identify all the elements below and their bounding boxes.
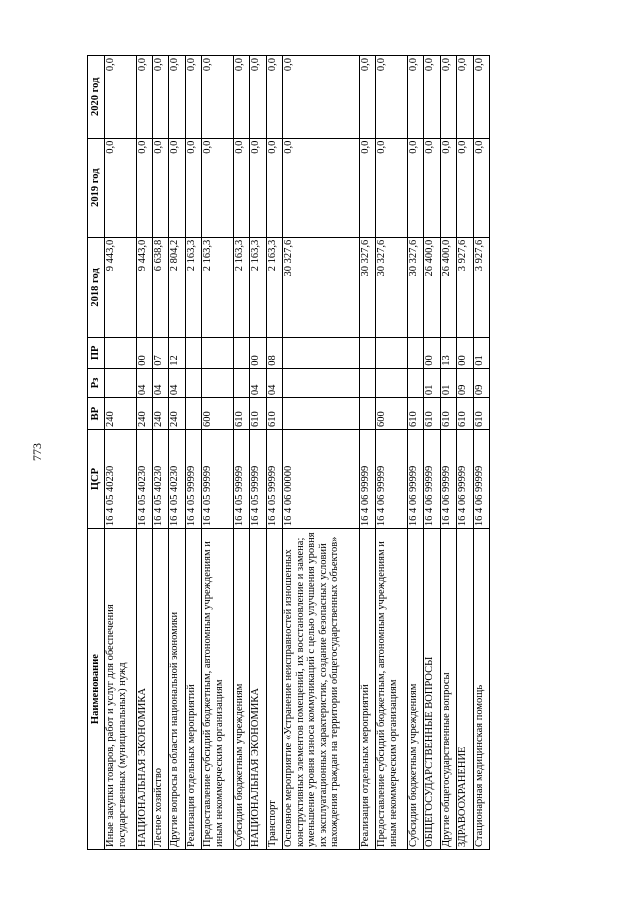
page-number: 773 <box>30 443 44 461</box>
cell-name: ОБЩЕГОСУДАРСТВЕННЫЕ ВОПРОСЫ <box>424 529 440 850</box>
cell-2020: 0,0 <box>202 56 234 139</box>
cell-2019: 0,0 <box>250 138 266 237</box>
cell-2018: 9 443,0 <box>136 237 152 337</box>
cell-2018: 2 163,3 <box>233 237 249 337</box>
cell-2020: 0,0 <box>185 56 201 139</box>
cell-rz: 04 <box>169 368 185 397</box>
cell-2020: 0,0 <box>152 56 168 139</box>
cell-csr: 16 4 06 99999 <box>440 430 456 529</box>
cell-name: Другие вопросы в области национальной экономики <box>169 529 185 850</box>
table-row <box>407 56 423 850</box>
cell-2020: 0,0 <box>169 56 185 139</box>
cell-2020: 0,0 <box>233 56 249 139</box>
cell-pr: 01 <box>473 338 489 369</box>
cell-2019: 0,0 <box>407 138 423 237</box>
cell-csr: 16 4 05 99999 <box>266 430 282 529</box>
cell-2019: 0,0 <box>376 138 408 237</box>
cell-pr: 13 <box>440 338 456 369</box>
cell-pr: 00 <box>457 338 473 369</box>
cell-pr: 00 <box>250 338 266 369</box>
cell-pr <box>407 338 423 369</box>
table-row <box>152 56 168 850</box>
cell-vr: 600 <box>376 398 408 430</box>
column-header-vr: ВР <box>88 398 105 430</box>
cell-rz: 04 <box>152 368 168 397</box>
cell-vr: 610 <box>457 398 473 430</box>
table-header-row <box>88 56 105 850</box>
cell-2019: 0,0 <box>152 138 168 237</box>
table-row <box>473 56 489 850</box>
cell-2020: 0,0 <box>407 56 423 139</box>
cell-pr <box>376 338 408 369</box>
cell-2018: 2 163,3 <box>202 237 234 337</box>
cell-rz: 04 <box>266 368 282 397</box>
cell-vr: 610 <box>473 398 489 430</box>
cell-name: Реализация отдельных мероприятий <box>185 529 201 850</box>
table-body <box>105 56 490 850</box>
cell-rz <box>185 368 201 397</box>
cell-vr: 240 <box>169 398 185 430</box>
table-row <box>376 56 408 850</box>
table-row <box>233 56 249 850</box>
cell-pr: 12 <box>169 338 185 369</box>
cell-name: Транспорт <box>266 529 282 850</box>
cell-2020: 0,0 <box>105 56 137 139</box>
cell-rz <box>359 368 375 397</box>
cell-2020: 0,0 <box>473 56 489 139</box>
cell-rz <box>283 368 360 397</box>
cell-name: Основное мероприятие «Устранение неисправностей изношенных конструктивных элементов помещений, их восстановление и замена; уменьшение уровня износа коммуникаций с целью улучшения уровня их эксплуатационных характеристик, создание безопасных условий нахождения граждан на территории общегосударственных объектов» <box>283 529 360 850</box>
cell-csr: 16 4 05 99999 <box>202 430 234 529</box>
cell-2018: 2 163,3 <box>185 237 201 337</box>
cell-csr: 16 4 06 99999 <box>473 430 489 529</box>
cell-rz <box>376 368 408 397</box>
cell-csr: 16 4 05 99999 <box>250 430 266 529</box>
cell-csr: 16 4 05 40230 <box>105 430 137 529</box>
cell-rz <box>233 368 249 397</box>
cell-pr: 07 <box>152 338 168 369</box>
cell-vr: 610 <box>440 398 456 430</box>
cell-vr: 610 <box>407 398 423 430</box>
cell-2019: 0,0 <box>202 138 234 237</box>
cell-2018: 2 163,3 <box>250 237 266 337</box>
cell-csr: 16 4 06 99999 <box>376 430 408 529</box>
cell-csr: 16 4 05 40230 <box>152 430 168 529</box>
cell-2020: 0,0 <box>250 56 266 139</box>
table-row <box>185 56 201 850</box>
cell-2018: 2 163,3 <box>266 237 282 337</box>
cell-2019: 0,0 <box>169 138 185 237</box>
cell-pr <box>283 338 360 369</box>
cell-2019: 0,0 <box>283 138 360 237</box>
cell-2020: 0,0 <box>283 56 360 139</box>
cell-2020: 0,0 <box>136 56 152 139</box>
cell-rz: 04 <box>136 368 152 397</box>
cell-csr: 16 4 06 99999 <box>407 430 423 529</box>
table-row <box>457 56 473 850</box>
table-row <box>202 56 234 850</box>
table-row <box>359 56 375 850</box>
cell-name: Стационарная медицинская помощь <box>473 529 489 850</box>
cell-name: Лесное хозяйство <box>152 529 168 850</box>
table-row <box>424 56 440 850</box>
cell-2019: 0,0 <box>424 138 440 237</box>
column-header-pr: ПР <box>88 338 105 369</box>
cell-name: Субсидии бюджетным учреждениям <box>407 529 423 850</box>
cell-csr: 16 4 05 40230 <box>169 430 185 529</box>
cell-2018: 26 400,0 <box>424 237 440 337</box>
cell-name: НАЦИОНАЛЬНАЯ ЭКОНОМИКА <box>136 529 152 850</box>
cell-vr: 610 <box>424 398 440 430</box>
rotated-table-container <box>87 55 490 850</box>
table-row <box>169 56 185 850</box>
cell-vr: 610 <box>266 398 282 430</box>
cell-name: НАЦИОНАЛЬНАЯ ЭКОНОМИКА <box>250 529 266 850</box>
cell-csr: 16 4 06 99999 <box>359 430 375 529</box>
cell-2019: 0,0 <box>359 138 375 237</box>
cell-rz <box>105 368 137 397</box>
cell-rz: 01 <box>440 368 456 397</box>
cell-csr: 16 4 05 99999 <box>233 430 249 529</box>
cell-2020: 0,0 <box>376 56 408 139</box>
cell-2020: 0,0 <box>424 56 440 139</box>
cell-2018: 30 327,6 <box>359 237 375 337</box>
column-header-2020: 2020 год <box>88 56 105 139</box>
cell-2018: 2 804,2 <box>169 237 185 337</box>
cell-vr: 240 <box>105 398 137 430</box>
cell-2018: 9 443,0 <box>105 237 137 337</box>
cell-vr: 240 <box>136 398 152 430</box>
cell-2018: 6 638,8 <box>152 237 168 337</box>
cell-rz <box>407 368 423 397</box>
cell-2019: 0,0 <box>105 138 137 237</box>
cell-csr: 16 4 06 00000 <box>283 430 360 529</box>
cell-2019: 0,0 <box>473 138 489 237</box>
cell-name: Реализация отдельных мероприятий <box>359 529 375 850</box>
cell-2020: 0,0 <box>440 56 456 139</box>
table-row <box>105 56 137 850</box>
cell-2019: 0,0 <box>457 138 473 237</box>
cell-name: ЗДРАВООХРАНЕНИЕ <box>457 529 473 850</box>
cell-vr <box>359 398 375 430</box>
cell-csr: 16 4 06 99999 <box>424 430 440 529</box>
cell-vr <box>185 398 201 430</box>
budget-table <box>87 55 490 850</box>
cell-vr <box>283 398 360 430</box>
column-header-2019: 2019 год <box>88 138 105 237</box>
cell-pr <box>202 338 234 369</box>
cell-2020: 0,0 <box>359 56 375 139</box>
cell-name: Предоставление субсидий бюджетным, автономным учреждениям и иным некоммерческим организациям <box>202 529 234 850</box>
cell-vr: 610 <box>233 398 249 430</box>
cell-rz: 09 <box>457 368 473 397</box>
cell-2020: 0,0 <box>457 56 473 139</box>
table-row <box>283 56 360 850</box>
cell-pr <box>105 338 137 369</box>
cell-2019: 0,0 <box>440 138 456 237</box>
table-row <box>136 56 152 850</box>
table-row <box>440 56 456 850</box>
cell-rz: 09 <box>473 368 489 397</box>
table-row <box>266 56 282 850</box>
cell-2018: 26 400,0 <box>440 237 456 337</box>
table-row <box>250 56 266 850</box>
column-header-csr: ЦСР <box>88 430 105 529</box>
cell-csr: 16 4 06 99999 <box>457 430 473 529</box>
cell-2019: 0,0 <box>185 138 201 237</box>
cell-2019: 0,0 <box>136 138 152 237</box>
cell-2018: 30 327,6 <box>376 237 408 337</box>
cell-rz <box>202 368 234 397</box>
cell-pr: 00 <box>424 338 440 369</box>
cell-name: Субсидии бюджетным учреждениям <box>233 529 249 850</box>
cell-rz: 04 <box>250 368 266 397</box>
cell-vr: 240 <box>152 398 168 430</box>
cell-name: Предоставление субсидий бюджетным, автономным учреждениям и иным некоммерческим организациям <box>376 529 408 850</box>
cell-2018: 3 927,6 <box>473 237 489 337</box>
cell-pr <box>233 338 249 369</box>
cell-csr: 16 4 05 99999 <box>185 430 201 529</box>
column-header-rz: Рз <box>88 368 105 397</box>
cell-name: Другие общегосударственные вопросы <box>440 529 456 850</box>
cell-pr <box>359 338 375 369</box>
column-header-name: Наименование <box>88 529 105 850</box>
cell-2018: 3 927,6 <box>457 237 473 337</box>
cell-2018: 30 327,6 <box>407 237 423 337</box>
column-header-2018: 2018 год <box>88 237 105 337</box>
cell-pr: 08 <box>266 338 282 369</box>
cell-2019: 0,0 <box>266 138 282 237</box>
cell-pr <box>185 338 201 369</box>
cell-name: Иные закупки товаров, работ и услуг для обеспечения государственных (муниципальных) нужд <box>105 529 137 850</box>
cell-rz: 01 <box>424 368 440 397</box>
cell-2020: 0,0 <box>266 56 282 139</box>
cell-vr: 600 <box>202 398 234 430</box>
cell-2018: 30 327,6 <box>283 237 360 337</box>
cell-pr: 00 <box>136 338 152 369</box>
cell-2019: 0,0 <box>233 138 249 237</box>
cell-vr: 610 <box>250 398 266 430</box>
cell-csr: 16 4 05 40230 <box>136 430 152 529</box>
